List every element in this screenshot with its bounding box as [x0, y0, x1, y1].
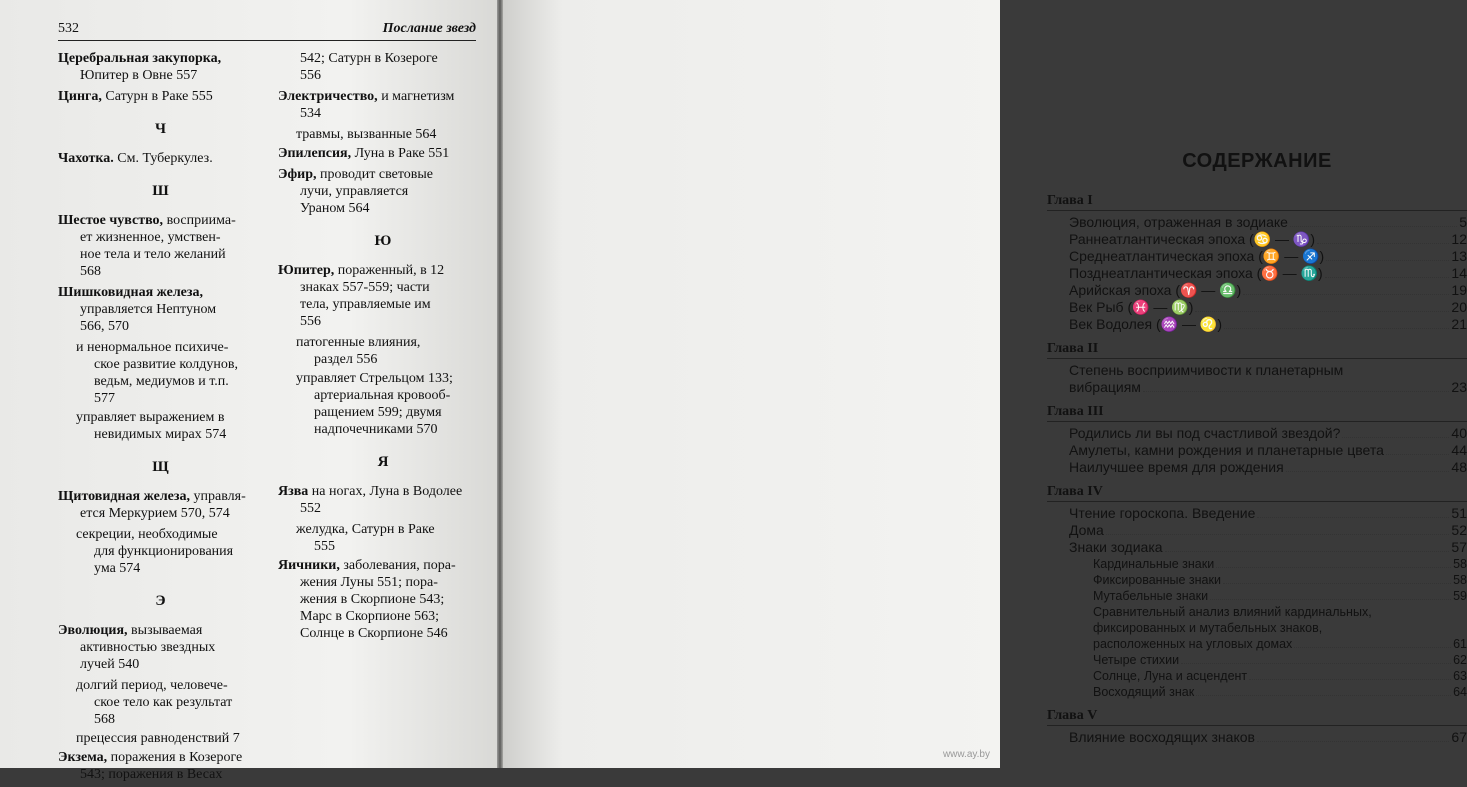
toc-item-line: [1047, 362, 1467, 379]
toc-page-number: 12: [1451, 231, 1467, 247]
index-text: прецессия равноденствий 7: [76, 731, 240, 746]
toc-body: [1047, 193, 1467, 746]
index-term: Чахотка.: [58, 151, 114, 166]
toc-page-number: 58: [1453, 573, 1467, 587]
toc-leader-dots: [1326, 260, 1449, 261]
toc-item-title: Эволюция, отраженная в зодиаке: [1069, 214, 1288, 230]
toc-item-title: Среднеатлантическая эпоха (♊ — ♐): [1069, 248, 1325, 264]
index-entry-line: [76, 730, 263, 747]
toc-item-title: расположенных на угловых домах: [1093, 637, 1293, 651]
toc-leader-dots: [1223, 583, 1451, 584]
toc-item: [1047, 248, 1467, 265]
index-continuation: знаках 557-559; части: [300, 280, 430, 295]
index-term: Язва: [278, 484, 309, 499]
toc-item: [1047, 214, 1467, 231]
toc-chapter-heading: Глава I: [1047, 193, 1467, 211]
toc-leader-dots: [1257, 741, 1449, 742]
index-continuation: 552: [300, 501, 321, 516]
index-letter-heading: Ю: [374, 233, 392, 249]
index-letter-heading: Ч: [154, 121, 166, 137]
toc-item-title: Восходящий знак: [1093, 685, 1195, 699]
toc-page-number: 48: [1451, 459, 1467, 475]
index-subentry: [278, 370, 488, 438]
index-term: Цинга,: [58, 89, 102, 104]
toc-item: [1047, 620, 1467, 636]
toc-item-title: Чтение гороскопа. Введение: [1069, 505, 1256, 521]
toc-item: [1047, 282, 1467, 299]
index-term: Шишковидная железа,: [58, 285, 204, 300]
toc-item: [1047, 729, 1467, 746]
index-entry: [58, 150, 263, 167]
toc-item: [1047, 522, 1467, 539]
index-text: заболевания, пора-: [339, 558, 456, 573]
toc-item-line: [1047, 604, 1467, 620]
toc-page-number: 20: [1451, 299, 1467, 315]
toc-page-number: 52: [1451, 522, 1467, 538]
toc-page-number: 57: [1451, 539, 1467, 555]
toc-chapter-heading: Глава V: [1047, 708, 1467, 726]
toc-page-number: 14: [1451, 265, 1467, 281]
toc-item-title: Фиксированные знаки: [1093, 573, 1221, 587]
index-entry: [58, 212, 263, 280]
index-entry: [58, 749, 263, 783]
index-column-2: [278, 50, 488, 646]
index-continuation: Марс в Скорпионе 563;: [300, 609, 439, 624]
index-continuation: 555: [314, 539, 335, 554]
toc-page-number: 44: [1451, 442, 1467, 458]
index-entry-line: [76, 526, 263, 543]
index-continuation: невидимых мирах 574: [94, 427, 227, 442]
toc-item-title: фиксированных и мутабельных знаков,: [1093, 621, 1323, 635]
index-text: секреции, необходимые: [76, 527, 218, 542]
index-text: травмы, вызванные 564: [296, 127, 437, 142]
toc-leader-dots: [1249, 679, 1451, 680]
index-continuation: активностью звездных: [80, 640, 216, 655]
index-continuation: ское развитие колдунов,: [94, 357, 238, 372]
running-title: Послание звезд: [382, 21, 476, 36]
index-continuation: 568: [80, 264, 101, 279]
index-entry: [278, 88, 488, 122]
index-letter-heading: Я: [377, 454, 389, 470]
toc-leader-dots: [1196, 695, 1451, 696]
toc-leader-dots: [1286, 471, 1450, 472]
index-entry-line: [296, 370, 488, 387]
index-entry-line: [296, 521, 488, 538]
page-number: 532: [58, 21, 79, 36]
toc-item-title: Раннеатлантическая эпоха (♋ — ♑): [1069, 231, 1316, 247]
toc-leader-dots: [1224, 328, 1449, 329]
toc-item: [1047, 505, 1467, 522]
page-header: [58, 18, 476, 41]
toc-leader-dots: [1216, 567, 1451, 568]
index-entry: [278, 50, 488, 84]
toc-page-number: 64: [1453, 685, 1467, 699]
index-text: управляет выражением в: [76, 410, 225, 425]
index-text: восприима-: [163, 213, 236, 228]
index-term: Щитовидная железа,: [58, 489, 191, 504]
index-term: Эпилепсия,: [278, 146, 352, 161]
index-continuation: лучей 540: [80, 657, 140, 672]
toc-item: [1047, 425, 1467, 442]
index-continuation: 534: [300, 106, 321, 121]
index-entry: [58, 88, 263, 105]
toc-leader-dots: [1181, 663, 1451, 664]
toc-chapter-heading: Глава IV: [1047, 484, 1467, 502]
toc-page-number: 13: [1451, 248, 1467, 264]
index-entry-line: [58, 749, 263, 766]
index-term: Электричество,: [278, 89, 378, 104]
index-continuation: 556: [300, 314, 321, 329]
toc-leader-dots: [1210, 599, 1451, 600]
toc-page-number: 23: [1451, 379, 1467, 395]
index-term: Яичники,: [278, 558, 340, 573]
toc-item: [1047, 316, 1467, 333]
index-entry: [278, 557, 488, 642]
left-page: [0, 0, 497, 782]
toc-item-title: Родились ли вы под счастливой звездой?: [1069, 425, 1341, 441]
toc-item-title: Влияние восходящих знаков: [1069, 729, 1255, 745]
index-continuation: жения Луны 551; пора-: [300, 575, 438, 590]
index-text: и ненормальное психиче-: [76, 340, 229, 355]
index-entry: [278, 145, 488, 162]
index-text: патогенные влияния,: [296, 335, 421, 350]
index-continuation: ское тело как результат: [94, 695, 233, 710]
toc-page-number: 40: [1451, 425, 1467, 441]
index-entry: [58, 488, 263, 522]
index-letter-heading: Э: [155, 593, 166, 609]
right-page: [503, 0, 1467, 768]
toc-leader-dots: [1325, 277, 1450, 278]
toc-item: [1047, 636, 1467, 652]
index-text: желудка, Сатурн в Раке: [296, 522, 435, 537]
index-term: Юпитер,: [278, 263, 335, 278]
index-text: долгий период, человече-: [76, 678, 228, 693]
index-term: Экзема,: [58, 750, 108, 765]
index-continuation: ведьм, медиумов и т.п.: [94, 374, 229, 389]
index-subentry: [58, 409, 263, 443]
index-subentry: [58, 730, 263, 747]
toc-page-number: 62: [1453, 653, 1467, 667]
index-entry-line: [296, 126, 488, 143]
index-text: управляет Стрельцом 133;: [296, 371, 453, 386]
index-text: поражения в Козероге: [107, 750, 243, 765]
toc-chapter-heading: Глава III: [1047, 404, 1467, 422]
index-entry-line: [76, 677, 263, 694]
index-entry-line: [58, 150, 263, 167]
index-continuation: 556: [300, 68, 321, 83]
toc-page-number: 19: [1451, 282, 1467, 298]
index-entry: [278, 166, 488, 217]
index-continuation: раздел 556: [314, 352, 378, 367]
index-continuation: жения в Скорпионе 543;: [300, 592, 445, 607]
toc-leader-dots: [1386, 454, 1450, 455]
toc-leader-dots: [1195, 311, 1449, 312]
toc-item: [1047, 231, 1467, 248]
index-column-1: [58, 50, 263, 787]
index-continuation: 542; Сатурн в Козероге: [300, 51, 438, 66]
toc-item-title: Степень восприимчивости к планетарным: [1069, 362, 1344, 378]
toc-leader-dots: [1106, 534, 1450, 535]
index-entry: [58, 284, 263, 335]
index-entry-line: [58, 212, 263, 229]
index-continuation: артериальная кровооб-: [314, 388, 451, 403]
toc-page-number: 21: [1451, 316, 1467, 332]
index-text: управля-: [190, 489, 246, 504]
index-text: Сатурн в Раке 555: [101, 89, 213, 104]
toc-leader-dots: [1165, 551, 1450, 552]
index-entry-line: [58, 488, 263, 505]
toc-item-title: Мутабельные знаки: [1093, 589, 1209, 603]
toc-item-title: Арийская эпоха (♈ — ♎): [1069, 282, 1242, 298]
toc-item: [1047, 668, 1467, 684]
index-entry-line: [278, 166, 488, 183]
index-subentry: [278, 334, 488, 368]
index-entry-line: [278, 262, 488, 279]
toc-leader-dots: [1143, 391, 1450, 392]
toc-item: [1047, 588, 1467, 604]
index-entry-line: [278, 483, 488, 500]
toc-leader-dots: [1290, 226, 1457, 227]
index-entry-line: [76, 409, 263, 426]
index-text: вызываемая: [127, 623, 203, 638]
index-entry-line: [58, 50, 263, 67]
toc-item: [1047, 265, 1467, 282]
index-entry-line: [278, 88, 488, 105]
toc-item-title: Амулеты, камни рождения и планетарные цвета: [1069, 442, 1384, 458]
watermark: www.ay.by: [942, 749, 990, 760]
index-entry-line: [296, 334, 488, 351]
index-continuation: 577: [94, 391, 115, 406]
index-entry-line: [58, 88, 263, 105]
index-entry-line: [278, 145, 488, 162]
toc-page-number: 58: [1453, 557, 1467, 571]
index-text: и магнетизм: [377, 89, 455, 104]
index-continuation: для функционирования: [94, 544, 234, 559]
index-continuation: ное тела и тело желаний: [80, 247, 226, 262]
index-entry: [58, 50, 263, 84]
index-continuation: Ураном 564: [300, 201, 370, 216]
toc-item: [1047, 299, 1467, 316]
index-term: Эволюция,: [58, 623, 128, 638]
index-subentry: [58, 677, 263, 728]
toc-title: СОДЕРЖАНИЕ: [1182, 150, 1332, 172]
toc-item: [1047, 572, 1467, 588]
toc-leader-dots: [1243, 294, 1449, 295]
table-of-contents: [1047, 150, 1467, 746]
index-text: См. Туберкулез.: [113, 151, 213, 166]
index-entry-line: [278, 557, 488, 574]
index-subentry: [58, 526, 263, 577]
toc-page-number: 59: [1453, 589, 1467, 603]
index-entry: [58, 622, 263, 673]
toc-page-number: 61: [1453, 637, 1467, 651]
index-letter-heading: Ш: [152, 183, 169, 199]
toc-item-title: Наилучшее время для рождения: [1069, 459, 1284, 475]
index-entry: [278, 262, 488, 330]
index-continuation: ется Меркурием 570, 574: [80, 506, 230, 521]
index-entry-line: [58, 622, 263, 639]
index-letter-heading: Щ: [152, 459, 169, 475]
toc-leader-dots: [1294, 647, 1451, 648]
toc-item-title: Дома: [1069, 522, 1104, 538]
index-continuation: управляется Нептуном: [80, 302, 217, 317]
index-term: Церебральная закупорка,: [58, 51, 222, 66]
index-subentry: [278, 521, 488, 555]
index-continuation: 543; поражения в Весах: [80, 767, 223, 782]
index-continuation: лучи, управляется: [300, 184, 409, 199]
toc-page-number: 67: [1451, 729, 1467, 745]
toc-chapter-heading: Глава II: [1047, 341, 1467, 359]
toc-item-title: вибрациям: [1069, 379, 1141, 395]
toc-leader-dots: [1257, 517, 1449, 518]
index-entry: [278, 483, 488, 517]
index-term: Шестое чувство,: [58, 213, 164, 228]
toc-item: [1047, 459, 1467, 476]
index-term: Эфир,: [278, 167, 317, 182]
toc-item-title: Век Водолея (♒ — ♌): [1069, 316, 1222, 332]
index-text: Луна в Раке 551: [351, 146, 450, 161]
index-continuation: Юпитер в Овне 557: [80, 68, 198, 83]
toc-page-number: 5: [1459, 214, 1467, 230]
toc-item: [1047, 379, 1467, 396]
index-continuation: 568: [94, 712, 115, 727]
index-subentry: [58, 339, 263, 407]
toc-item-title: Век Рыб (♓ — ♍): [1069, 299, 1194, 315]
toc-item-title: Знаки зодиака: [1069, 539, 1163, 555]
index-entry-line: [58, 284, 263, 301]
index-entry-line: [76, 339, 263, 356]
toc-item: [1047, 442, 1467, 459]
index-continuation: 566, 570: [80, 319, 129, 334]
index-continuation: надпочечниками 570: [314, 422, 438, 437]
toc-leader-dots: [1342, 437, 1449, 438]
toc-item-title: Сравнительный анализ влияний кардинальных,: [1093, 605, 1372, 619]
toc-item-title: Четыре стихии: [1093, 653, 1180, 667]
index-continuation: тела, управляемые им: [300, 297, 431, 312]
toc-page-number: 63: [1453, 669, 1467, 683]
index-text: проводит световые: [316, 167, 434, 182]
toc-page-number: 51: [1451, 505, 1467, 521]
toc-item: [1047, 652, 1467, 668]
index-continuation: ума 574: [94, 561, 141, 576]
index-continuation: Солнце в Скорпионе 546: [300, 626, 448, 641]
toc-item: [1047, 556, 1467, 572]
index-text: на ногах, Луна в Водолее: [308, 484, 463, 499]
toc-item-title: Кардинальные знаки: [1093, 557, 1215, 571]
toc-item-title: Солнце, Луна и асцендент: [1093, 669, 1248, 683]
index-subentry: [278, 126, 488, 143]
toc-item-title: Позднеатлантическая эпоха (♉ — ♏): [1069, 265, 1323, 281]
index-text: пораженный, в 12: [334, 263, 445, 278]
index-continuation: ет жизненное, умствен-: [80, 230, 221, 245]
index-continuation: ращением 599; двумя: [314, 405, 442, 420]
toc-item: [1047, 539, 1467, 556]
toc-leader-dots: [1317, 243, 1449, 244]
toc-item: [1047, 684, 1467, 700]
